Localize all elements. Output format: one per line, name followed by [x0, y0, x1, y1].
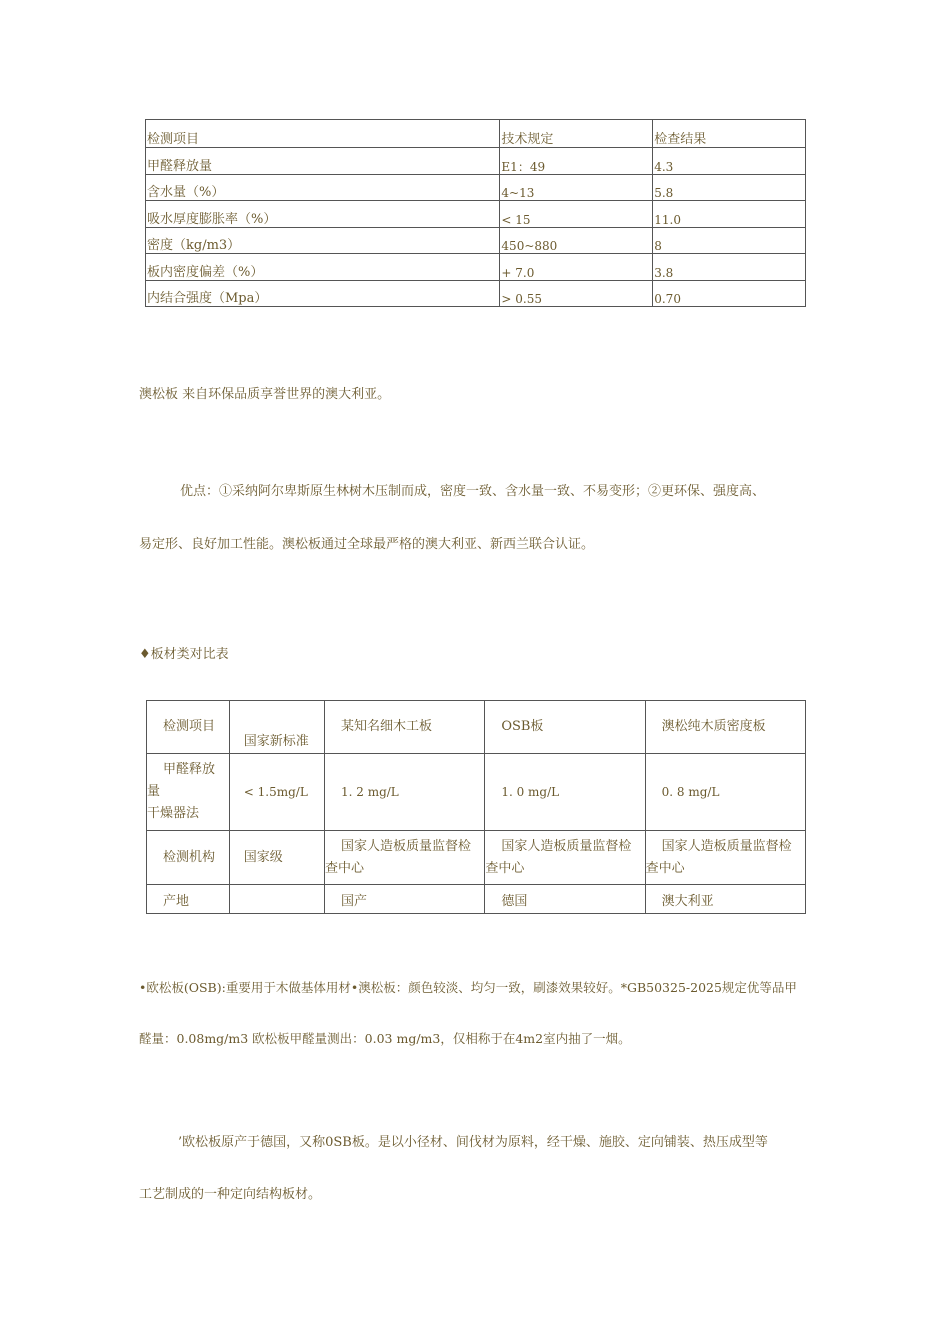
- table-row: [146, 280, 806, 307]
- cell-line: 查中心: [485, 860, 525, 876]
- header-cell: 某知名细木工板: [324, 701, 484, 754]
- note-text-line1: •欧松板(OSB):重要用于木做基体用材•澳松板：颜色较淡、均匀一致，刷漆效果较好。*GB50325-2025规定优等品甲: [139, 980, 797, 995]
- table-row: [146, 201, 806, 228]
- table-cell: [645, 831, 805, 885]
- table-cell: 3.8: [653, 254, 806, 281]
- table-row: [147, 831, 806, 885]
- cell-line: 国家人造板质量监督检: [340, 838, 471, 854]
- table-cell: 5.8: [653, 174, 806, 201]
- comparison-table: [146, 700, 806, 914]
- table-row: [147, 754, 806, 831]
- table-cell: 密度（kg/m3）: [146, 227, 500, 254]
- header-cell: 检查结果: [653, 120, 806, 148]
- header-cell: 国家新标准: [229, 701, 324, 754]
- header-cell: 澳松纯木质密度板: [645, 701, 805, 754]
- table-cell: 11.0: [653, 201, 806, 228]
- table-cell: E1：49: [500, 148, 653, 175]
- intro-text: 澳松板 来自环保品质享誉世界的澳大利亚。: [139, 387, 391, 402]
- table-cell: [147, 754, 230, 831]
- compare-title: ♦板材类对比表: [139, 647, 229, 662]
- table-cell: 1. 2 mg/L: [324, 754, 484, 831]
- cell-line: 国家人造板质量监督检: [661, 838, 792, 854]
- table-cell: 产地: [147, 885, 230, 914]
- table-cell: 内结合强度（Mpa）: [146, 280, 500, 307]
- table-cell: 甲醛释放量: [146, 148, 500, 175]
- table-cell: 4~13: [500, 174, 653, 201]
- table-cell: 8: [653, 227, 806, 254]
- cell-line: 国家人造板质量监督检: [501, 838, 632, 854]
- cell-line: 查中心: [324, 860, 364, 876]
- table-cell: [485, 831, 645, 885]
- table-row: [146, 148, 806, 175]
- table-cell: [229, 885, 324, 914]
- table-row: [146, 254, 806, 281]
- cell-line: 量: [147, 784, 161, 799]
- table-cell: [324, 831, 484, 885]
- table-row: [146, 174, 806, 201]
- note-text-line2: 醛量：0.08mg/m3 欧松板甲醛量测出：0.03 mg/m3，仅相称于在4m2室内抽了一烟。: [139, 1031, 631, 1046]
- advantages-text-line1: 优点：①采纳阿尔卑斯原生林树木压制而成，密度一致、含水量一致、不易变形；②更环保、强度高、: [180, 484, 766, 499]
- cell-line: 查中心: [645, 860, 685, 876]
- table-row: [146, 227, 806, 254]
- table-cell: 含水量（%）: [146, 174, 500, 201]
- osb-text-line2: 工艺制成的一种定向结构板材。: [139, 1187, 322, 1202]
- table-row: [147, 885, 806, 914]
- table-cell: 0. 8 mg/L: [645, 754, 805, 831]
- osb-text-line1: ’欧松板原产于德国，又称0SB板。是以小径材、间伐材为原料，经干燥、施胶、定向铺装、热压成型等: [178, 1135, 768, 1150]
- inspection-table: [145, 119, 806, 307]
- table-cell: 澳大利亚: [645, 885, 805, 914]
- table-cell: > 0.55: [500, 280, 653, 307]
- table-cell: 德国: [485, 885, 645, 914]
- header-cell: 检测项目: [146, 120, 500, 148]
- table-header-row: [146, 120, 806, 148]
- table-cell: + 7.0: [500, 254, 653, 281]
- header-cell: OSB板: [485, 701, 645, 754]
- table-cell: 国家级: [229, 831, 324, 885]
- table-cell: 国产: [324, 885, 484, 914]
- cell-line: 甲醛释放: [163, 762, 216, 777]
- table-header-row: [147, 701, 806, 754]
- table-cell: < 15: [500, 201, 653, 228]
- header-cell: 检测项目: [147, 701, 230, 754]
- table-cell: 1. 0 mg/L: [485, 754, 645, 831]
- table-cell: 4.3: [653, 148, 806, 175]
- table-cell: < 1.5mg/L: [229, 754, 324, 831]
- table-cell: 板内密度偏差（%）: [146, 254, 500, 281]
- cell-line: 干燥器法: [147, 806, 200, 821]
- table-cell: 检测机构: [147, 831, 230, 885]
- advantages-text-line2: 易定形、良好加工性能。澳松板通过全球最严格的澳大利亚、新西兰联合认证。: [139, 537, 595, 552]
- table-cell: 吸水厚度膨胀率（%）: [146, 201, 500, 228]
- header-cell: 技术规定: [500, 120, 653, 148]
- table-cell: 0.70: [653, 280, 806, 307]
- table-cell: 450~880: [500, 227, 653, 254]
